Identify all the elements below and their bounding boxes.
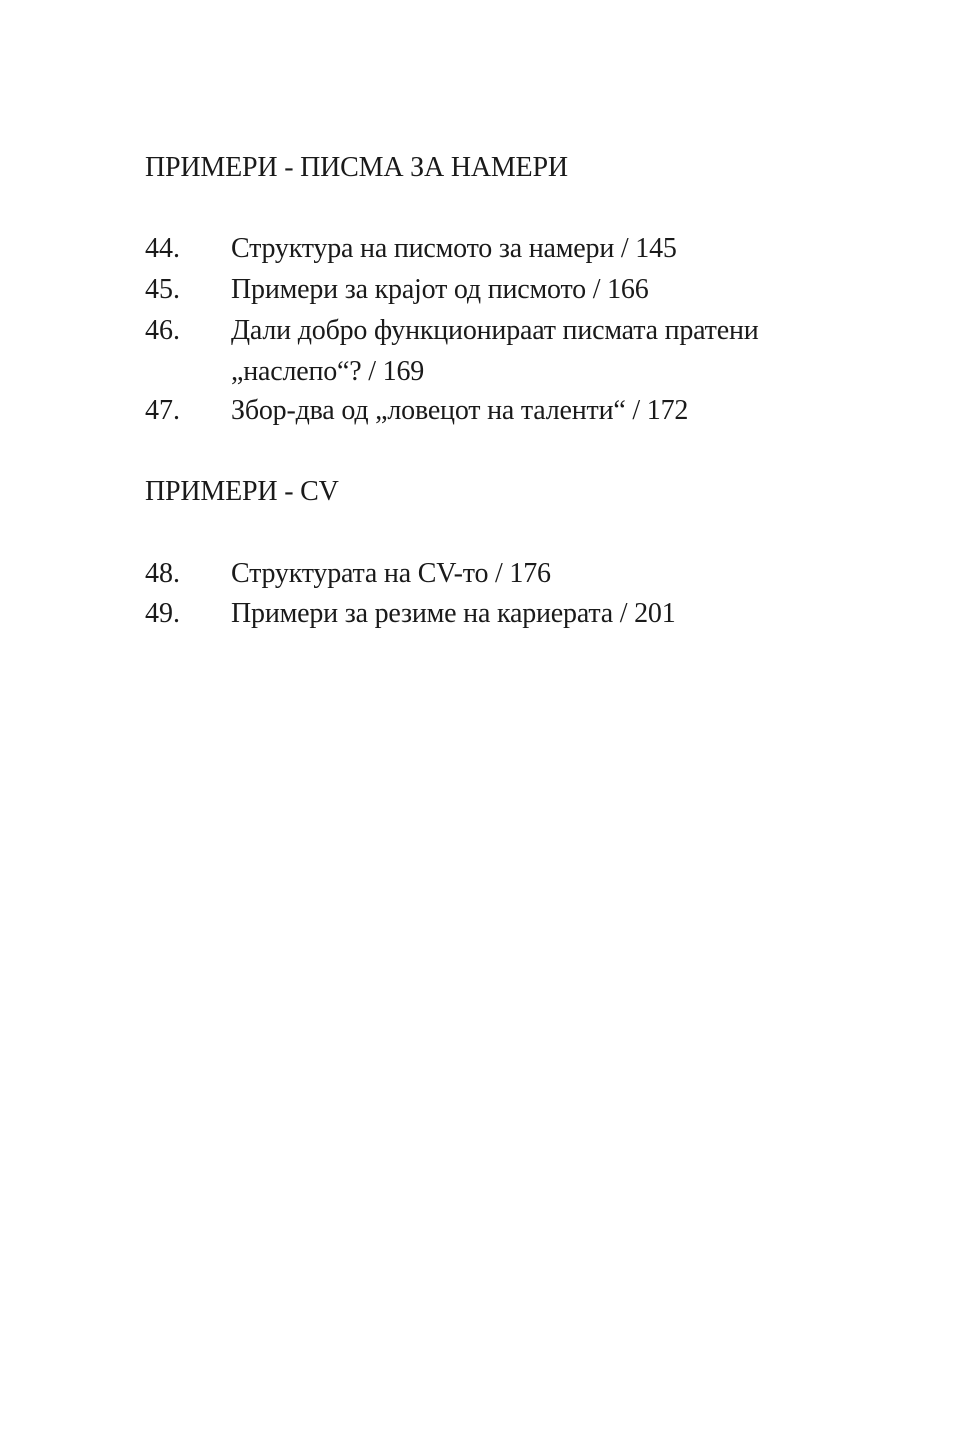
- entry-title: Структура на писмото за намери / 145: [231, 233, 677, 264]
- toc-entry: [145, 554, 845, 595]
- entry-number: 48.: [145, 558, 180, 589]
- entry-number: 47.: [145, 395, 180, 426]
- entry-number: 44.: [145, 233, 180, 264]
- entry-title: Примери за крајот од писмото / 166: [231, 274, 649, 305]
- entry-number: 46.: [145, 315, 180, 346]
- toc-entry: [145, 311, 845, 392]
- entry-number: 49.: [145, 598, 180, 629]
- toc-entry: [145, 270, 845, 311]
- section-heading: ПРИМЕРИ - CV: [145, 476, 339, 507]
- toc-entry: [145, 391, 845, 432]
- entry-title: Структурата на CV-то / 176: [231, 558, 551, 589]
- entry-number: 45.: [145, 274, 180, 305]
- toc-entry: [145, 594, 845, 635]
- section-heading: ПРИМЕРИ - ПИСМА ЗА НАМЕРИ: [145, 152, 568, 183]
- entry-title: Дали добро функционираат писмата пратени „наслепо“? / 169: [231, 315, 759, 387]
- entry-title: Примери за резиме на кариерата / 201: [231, 598, 676, 629]
- toc-entry: [145, 229, 845, 270]
- entry-title: Збор-два од „ловецот на таленти“ / 172: [231, 395, 689, 426]
